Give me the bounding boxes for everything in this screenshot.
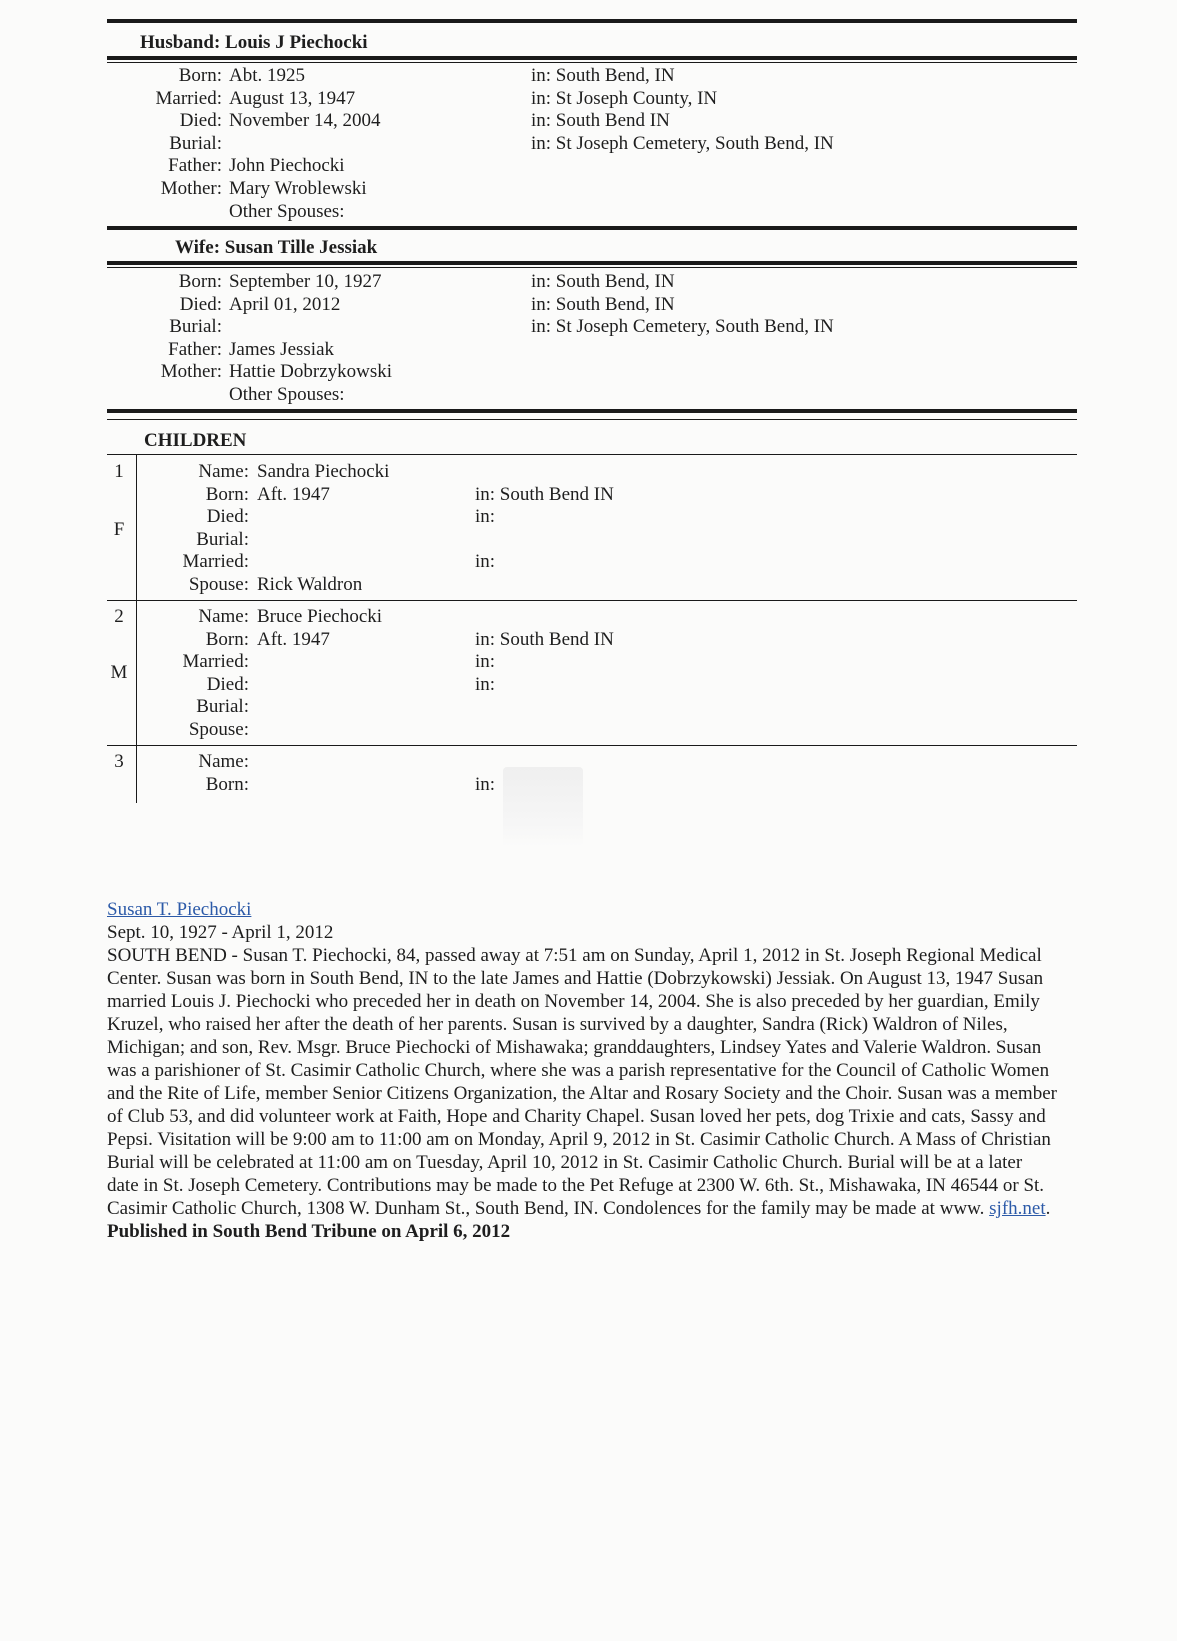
husband-fact-label: Died: <box>179 110 222 132</box>
obituary-dates: Sept. 10, 1927 - April 1, 2012 <box>107 922 334 943</box>
wife-fact-value: James Jessiak <box>229 338 335 360</box>
wife-bottom-rule-thin <box>107 267 1077 268</box>
wife-fact-label: Burial: <box>169 316 222 338</box>
wife-header-label: Wife: <box>175 237 221 258</box>
obituary-period: . <box>1045 1198 1051 1219</box>
obituary-title-link[interactable]: Susan T. Piechocki <box>107 899 252 920</box>
husband-fact-label: Mother: <box>160 178 222 199</box>
child-fact-place: in: South Bend IN <box>475 483 614 505</box>
funeral-home-link[interactable]: sjfh.net <box>989 1198 1046 1219</box>
husband-header <box>140 31 368 54</box>
wife-fact-value: September 10, 1927 <box>229 271 382 292</box>
child-fact-label: Spouse: <box>188 719 249 740</box>
child-fact-value: Bruce Piechocki <box>257 606 383 627</box>
child-fact-label: Name: <box>198 751 249 772</box>
husband-fact-place: in: South Bend, IN <box>531 65 675 86</box>
husband-fact-value: John Piechocki <box>229 155 345 177</box>
child-fact-value: Aft. 1947 <box>257 628 330 650</box>
child-fact-place: in: <box>475 651 496 673</box>
wife-fact-place: in: South Bend, IN <box>531 293 675 315</box>
child-number: 1 <box>114 461 124 482</box>
children-top-rule-thin <box>107 419 1077 420</box>
husband-header-label: Husband: <box>140 32 221 53</box>
child-fact-value: Rick Waldron <box>257 574 363 595</box>
husband-fact-place: in: South Bend IN <box>531 110 670 132</box>
child-fact-place: in: South Bend IN <box>475 628 614 650</box>
wife-fact-place: in: St Joseph Cemetery, South Bend, IN <box>531 316 834 338</box>
wife-fact-value: April 01, 2012 <box>229 293 341 315</box>
child-fact-place: in: <box>475 506 496 528</box>
scan-smudge <box>503 767 583 847</box>
husband-fact-place: in: St Joseph County, IN <box>531 87 718 109</box>
wife-top-rule <box>107 226 1077 230</box>
child-fact-label: Name: <box>198 606 249 627</box>
child-fact-label: Burial: <box>196 528 249 550</box>
child-fact-label: Spouse: <box>188 574 249 595</box>
obituary-body: SOUTH BEND - Susan T. Piechocki, 84, passed away at 7:51 am on Sunday, April 1, 2012 in St. Joseph Regional Medical Center. Susan was born in South Bend, IN to the late James and Hattie (Dobrzykowski) Jessiak. On August 13, 1947 Susan married Louis J. Piechocki who preceded her in death on November 14, 2004. She is also preceded by her guardian, Emily Kruzel, who raised her after the death of her parents. Susan is survived by a daughter, Sandra (Rick) Waldron of Niles, Michigan; and son, Rev. Msgr. Bruce Piechocki of Mishawaka; granddaughters, Lindsey Yates and Valerie Waldron. Susan was a parishioner of St. Casimir Catholic Church, where she was a parish representative for the Council of Catholic Women and the Rite of Life, member Senior Citizens Organization, the Altar and Rosary Society and the Choir. Susan was a member of Club 53, and did volunteer work at Faith, Hope and Charity Chapel. Susan loved her pets, dog Trixie and cats, Sassy and Pepsi. Visitation will be 9:00 am to 11:00 am on Monday, April 9, 2012 in St. Casimir Catholic Church. A Mass of Christian Burial will be celebrated at 11:00 am on Tuesday, April 10, 2012 in St. Casimir Catholic Church. Burial will be at a later date in St. Joseph Cemetery. Contributions may be made to the Pet Refuge at 2300 W. 6th. St., Mishawaka, IN 46544 or St. Casimir Catholic Church, 1308 W. Dunham St., South Bend, IN. Condolences for the family may be made at www. <box>107 945 1057 1219</box>
wife-fact-label: Born: <box>178 271 222 292</box>
children-heading: CHILDREN <box>144 430 247 451</box>
child-fact-label: Died: <box>206 673 249 695</box>
child-number: 3 <box>114 751 124 772</box>
child-fact-label: Married: <box>182 551 249 573</box>
wife-fact-label: Father: <box>168 338 222 360</box>
child-fact-label: Burial: <box>196 696 249 718</box>
wife-bottom-rule <box>107 261 1077 265</box>
husband-fact-value: Abt. 1925 <box>229 65 305 86</box>
child-fact-label: Born: <box>205 483 249 505</box>
child-fact-label: Born: <box>205 628 249 650</box>
child-fact-label: Born: <box>205 773 249 795</box>
wife-fact-label: Mother: <box>160 361 222 383</box>
husband-fact-place: in: St Joseph Cemetery, South Bend, IN <box>531 132 834 154</box>
husband-top-rule <box>107 19 1077 23</box>
obituary-body-paragraph <box>107 944 1057 1220</box>
husband-name: Louis J Piechocki <box>225 32 368 53</box>
child-fact-label: Married: <box>182 651 249 673</box>
child-sex: M <box>110 662 128 683</box>
child-2-top-rule <box>107 600 1077 601</box>
child-fact-place: in: <box>475 673 496 695</box>
children-heading-rule <box>107 454 1077 455</box>
wife-name: Susan Tille Jessiak <box>224 237 378 258</box>
child-fact-place: in: <box>475 551 496 573</box>
wife-header <box>175 236 377 259</box>
husband-other-spouses: Other Spouses: <box>229 201 345 222</box>
husband-bottom-rule-thin <box>107 62 1077 63</box>
wife-fact-label: Died: <box>179 293 222 315</box>
child-3-top-rule <box>107 745 1077 746</box>
child-fact-label: Name: <box>198 461 249 482</box>
child-fact-label: Died: <box>206 506 249 528</box>
obituary <box>107 898 1057 1243</box>
wife-other-spouses: Other Spouses: <box>229 384 345 405</box>
child-fact-value: Aft. 1947 <box>257 483 330 505</box>
wife-fact-place: in: South Bend, IN <box>531 271 675 292</box>
child-number: 2 <box>114 606 124 627</box>
husband-fact-label: Married: <box>155 87 222 109</box>
husband-bottom-rule <box>107 56 1077 60</box>
husband-fact-value: August 13, 1947 <box>229 87 356 109</box>
husband-fact-label: Father: <box>168 155 222 177</box>
husband-fact-value: November 14, 2004 <box>229 110 381 132</box>
husband-fact-label: Burial: <box>169 132 222 154</box>
husband-fact-value: Mary Wroblewski <box>229 178 367 199</box>
child-fact-value: Sandra Piechocki <box>257 461 390 482</box>
child-fact-place: in: <box>475 773 496 795</box>
children-top-rule <box>107 409 1077 413</box>
husband-fact-label: Born: <box>178 65 222 86</box>
wife-fact-value: Hattie Dobrzykowski <box>229 361 393 383</box>
child-sex: F <box>113 519 125 540</box>
obituary-published: Published in South Bend Tribune on April 6, 2012 <box>107 1221 511 1242</box>
